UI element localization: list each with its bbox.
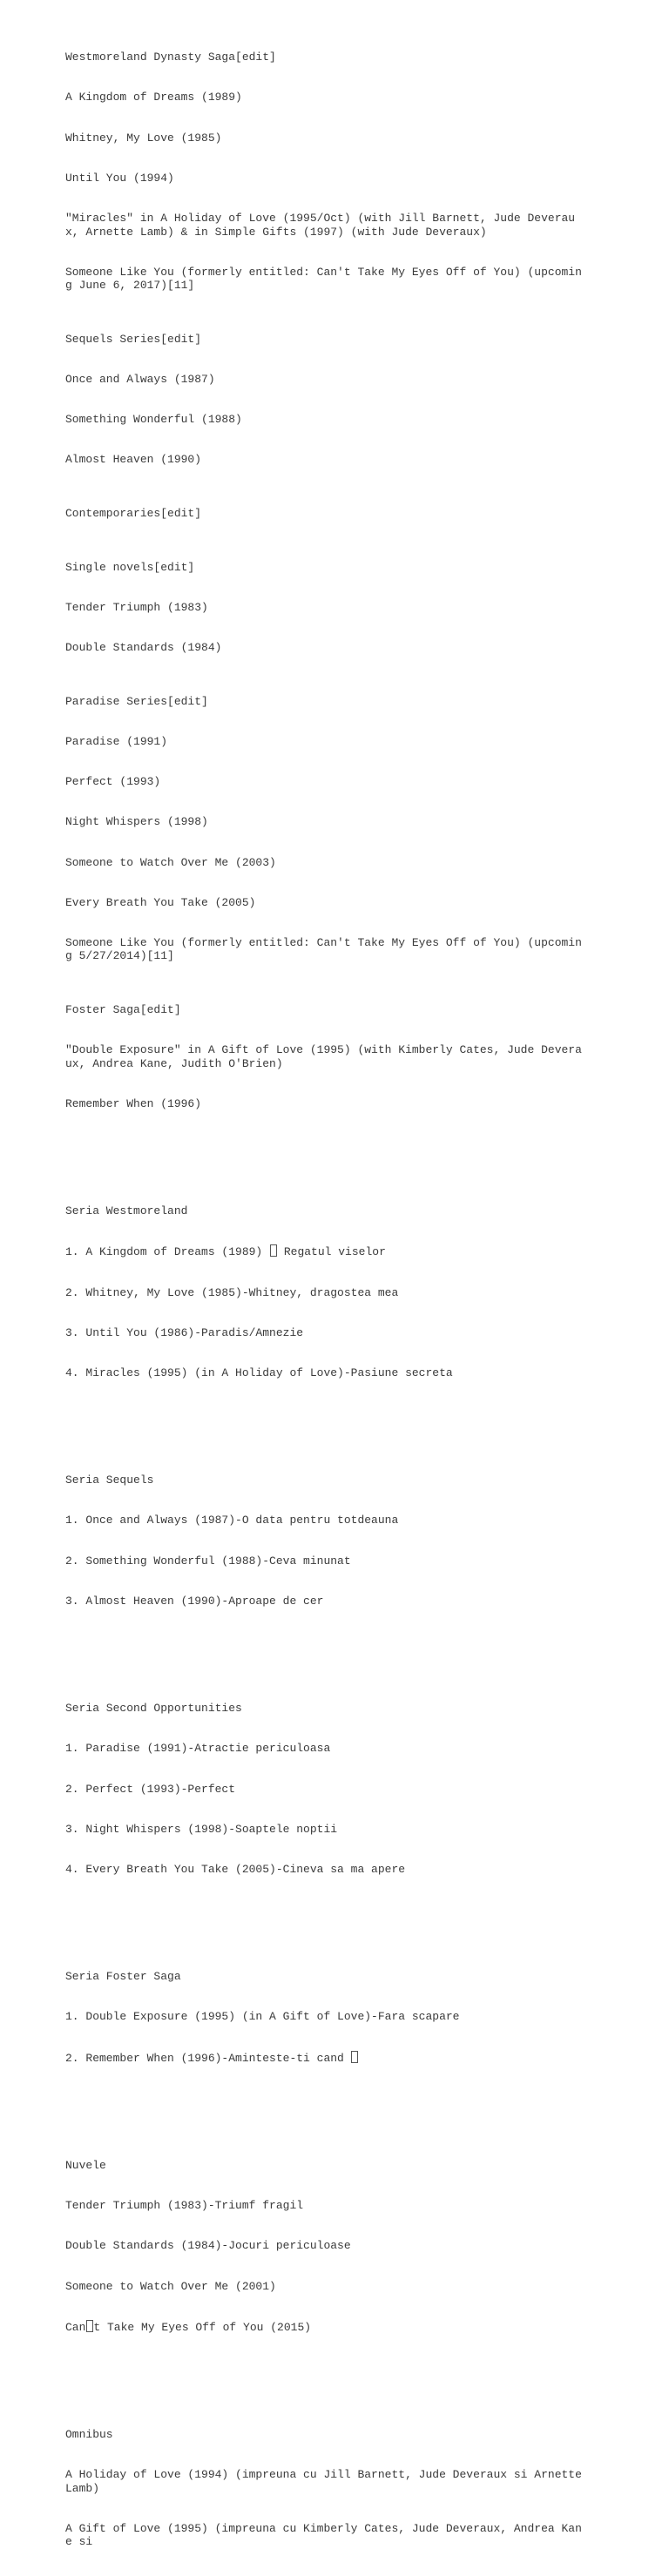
list-item: Every Breath You Take (2005) [65, 895, 256, 909]
section-heading-single-novels: Single novels[edit] [65, 560, 195, 574]
list-item: A Gift of Love (1995) (impreuna cu Kimberly Cates, Jude Deveraux, Andrea Kane si [65, 2521, 582, 2549]
section-heading-omnibus: Omnibus [65, 2428, 113, 2442]
list-item: Someone to Watch Over Me (2003) [65, 855, 276, 869]
list-item: 2. Something Wonderful (1988)-Ceva minunat [65, 1554, 351, 1568]
list-item: Someone Like You (formerly entitled: Can't Take My Eyes Off of You) (upcoming June 6, 2017)[11] [65, 265, 582, 293]
list-item: 2. Perfect (1993)-Perfect [65, 1782, 236, 1796]
section-heading-seria-sequels: Seria Sequels [65, 1473, 154, 1487]
blank-line [65, 1420, 588, 1433]
list-item: "Miracles" in A Holiday of Love (1995/Oct) (with Jill Barnett, Jude Deveraux, Arnette Lamb) & in Simple Gifts (1997) (with Jude Deveraux) [65, 212, 576, 239]
list-item: Something Wonderful (1988) [65, 413, 242, 427]
list-item-text: t Take My Eyes Off of You (2015) [93, 2320, 312, 2334]
list-item: Tender Triumph (1983)-Triumf fragil [65, 2199, 304, 2213]
missing-glyph-icon [86, 2320, 93, 2332]
list-item-text: 1. A Kingdom of Dreams (1989) [65, 1245, 270, 1259]
list-item: Double Standards (1984) [65, 641, 222, 655]
list-item: Someone Like You (formerly entitled: Can't Take My Eyes Off of You) (upcoming 5/27/2014)[11] [65, 936, 582, 963]
section-heading-paradise-series: Paradise Series[edit] [65, 694, 208, 708]
list-item: Perfect (1993) [65, 775, 161, 789]
list-item: 1. Paradise (1991)-Atractie periculoasa [65, 1742, 331, 1756]
list-item: 1. Double Exposure (1995) (in A Gift of Love)-Fara scapare [65, 2010, 460, 2024]
list-item: Once and Always (1987) [65, 372, 215, 386]
list-item: 2. Whitney, My Love (1985)-Whitney, dragostea mea [65, 1285, 399, 1299]
list-item: A Kingdom of Dreams (1989) [65, 91, 242, 105]
list-item: Remember When (1996) [65, 1096, 202, 1110]
document-page [65, 10, 588, 2576]
list-item: Night Whispers (1998) [65, 815, 208, 829]
section-heading-contemporaries: Contemporaries[edit] [65, 507, 202, 521]
missing-glyph-icon [351, 2051, 358, 2063]
list-item: 1. Once and Always (1987)-O data pentru totdeauna [65, 1514, 399, 1527]
list-item: Tender Triumph (1983) [65, 600, 208, 614]
missing-glyph-icon [270, 1244, 277, 1257]
list-item: 3. Almost Heaven (1990)-Aproape de cer [65, 1594, 324, 1608]
list-item [65, 2051, 588, 2065]
list-item: 4. Every Breath You Take (2005)-Cineva sa ma apere [65, 1863, 406, 1877]
list-item: Whitney, My Love (1985) [65, 131, 222, 145]
list-item [65, 1244, 588, 1258]
blank-line [65, 1917, 588, 1930]
list-item: Almost Heaven (1990) [65, 453, 202, 467]
blank-line [65, 2374, 588, 2387]
list-item: 3. Night Whispers (1998)-Soaptele noptii [65, 1822, 338, 1836]
section-heading-westmoreland-dynasty: Westmoreland Dynasty Saga[edit] [65, 51, 276, 64]
list-item: Double Standards (1984)-Jocuri periculoase [65, 2239, 351, 2253]
section-heading-seria-second-opportunities: Seria Second Opportunities [65, 1702, 242, 1716]
list-item: "Double Exposure" in A Gift of Love (1995) (with Kimberly Cates, Jude Deveraux, Andrea Kane, Judith O'Brien) [65, 1043, 582, 1070]
list-item [65, 2320, 588, 2334]
section-heading-nuvele: Nuvele [65, 2158, 106, 2172]
blank-line [65, 1151, 588, 1164]
section-heading-seria-westmoreland: Seria Westmoreland [65, 1204, 188, 1218]
section-heading-foster-saga: Foster Saga[edit] [65, 1003, 181, 1017]
list-item: Paradise (1991) [65, 734, 168, 748]
list-item-text: 2. Remember When (1996)-Aminteste-ti cand [65, 2051, 351, 2065]
list-item-text: Regatul viselor [277, 1245, 386, 1259]
list-item-text: Can [65, 2320, 86, 2334]
list-item: A Holiday of Love (1994) (impreuna cu Jill Barnett, Jude Deveraux si Arnette Lamb) [65, 2468, 589, 2495]
list-item: Until You (1994) [65, 171, 174, 185]
blank-line [65, 1649, 588, 1662]
list-item: Someone to Watch Over Me (2001) [65, 2279, 276, 2293]
list-item: 3. Until You (1986)-Paradis/Amnezie [65, 1325, 304, 1339]
section-heading-sequels-series: Sequels Series[edit] [65, 332, 202, 346]
section-heading-seria-foster-saga: Seria Foster Saga [65, 1970, 181, 1984]
list-item: 4. Miracles (1995) (in A Holiday of Love)-Pasiune secreta [65, 1366, 453, 1380]
blank-line [65, 2105, 588, 2118]
